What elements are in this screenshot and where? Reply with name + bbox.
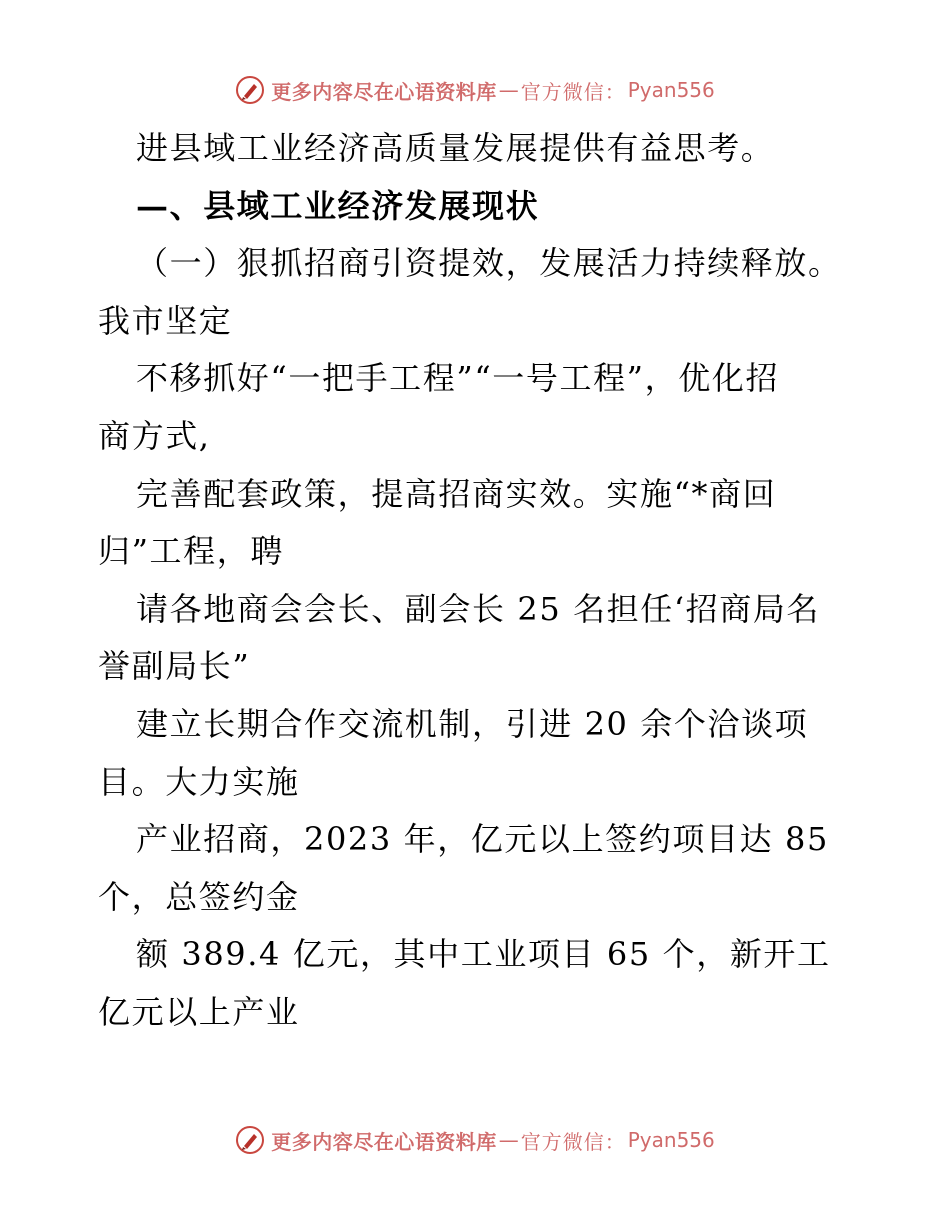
text-line: 额 389.4 亿元，其中工业项目 65 个，新开工 bbox=[136, 935, 831, 974]
subsection-heading: （一）狠抓招商引资提效，发展活力持续释放。 bbox=[136, 244, 842, 283]
watermark-main-text: 更多内容尽在心语资料库 bbox=[271, 79, 497, 104]
text-line: 归”工程，聘 bbox=[98, 532, 284, 571]
watermark-wechat-id: Pyan556 bbox=[627, 78, 715, 102]
header-watermark bbox=[0, 70, 950, 110]
document-body bbox=[98, 120, 878, 1042]
text-line: 商方式, bbox=[98, 416, 211, 455]
watermark-dash: — bbox=[498, 78, 519, 102]
footer-watermark bbox=[0, 1120, 950, 1160]
pen-logo-icon bbox=[235, 1125, 265, 1155]
text-line: 进县域工业经济高质量发展提供有益思考。 bbox=[136, 129, 775, 167]
text-line: 亿元以上产业 bbox=[98, 992, 300, 1031]
text-line: 目。大力实施 bbox=[98, 762, 300, 801]
text-line: 不移抓好“一把手工程”“一号工程”，优化招 bbox=[136, 359, 780, 398]
text-line: 完善配套政策，提高招商实效。实施“*商回 bbox=[136, 474, 777, 513]
text-line: 建立长期合作交流机制，引进 20 余个洽谈项 bbox=[136, 704, 809, 743]
text-line: 我市坚定 bbox=[98, 301, 233, 340]
watermark-main-text: 更多内容尽在心语资料库 bbox=[271, 1129, 497, 1154]
pen-logo-icon bbox=[235, 75, 265, 105]
text-line: 誉副局长” bbox=[98, 647, 251, 686]
watermark-wechat-label: 官方微信： bbox=[520, 79, 626, 104]
text-line: 请各地商会会长、副会长 25 名担任‘招商局名 bbox=[136, 589, 821, 628]
watermark-dash: — bbox=[498, 1128, 519, 1152]
section-heading: —、县域工业经济发展现状 bbox=[136, 186, 540, 225]
watermark-wechat-id: Pyan556 bbox=[627, 1128, 715, 1152]
text-line: 个，总签约金 bbox=[98, 877, 300, 916]
watermark-wechat-label: 官方微信： bbox=[520, 1129, 626, 1154]
text-line: 产业招商，2023 年，亿元以上签约项目达 85 bbox=[136, 820, 829, 859]
